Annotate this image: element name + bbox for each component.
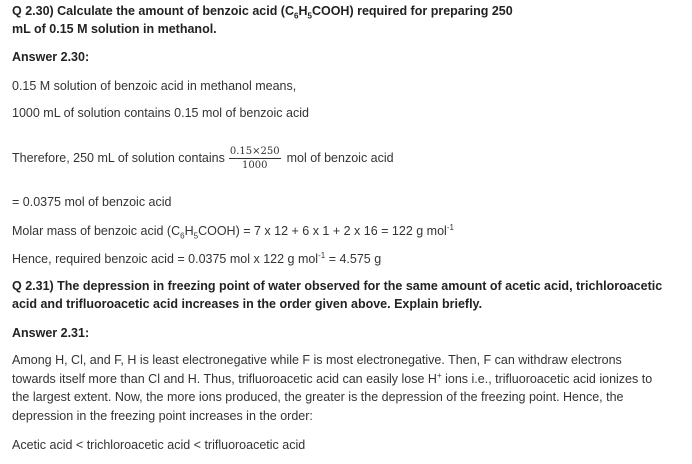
molar-mass-mid: H	[184, 224, 194, 238]
subscript: 5	[193, 231, 199, 241]
answer-2-31-order-line: Acetic acid < trichloroacetic acid < trifluoroacetic acid	[12, 438, 306, 452]
superscript: -1	[446, 222, 454, 232]
answer-2-30-heading: Answer 2.30:	[12, 50, 90, 64]
required-prefix: Hence, required benzoic acid = 0.0375 mol x 122 g mol	[12, 252, 319, 266]
answer-line-solution-means: 0.15 M solution of benzoic acid in methanol means,	[12, 79, 297, 93]
therefore-prefix: Therefore, 250 mL of solution contains	[12, 151, 225, 165]
superscript: -1	[318, 250, 326, 260]
molar-mass-prefix: Molar mass of benzoic acid (C	[12, 224, 181, 238]
question-2-30-text-a: Q 2.30) Calculate the amount of benzoic acid (C	[12, 4, 294, 18]
question-2-30-line-2: mL of 0.15 M solution in methanol.	[12, 22, 217, 36]
question-2-30-line-1	[12, 2, 513, 20]
paragraph-part-2: ions i.e., trifluoroacetic acid ionizes to the largest extent. Now, the more ions produced, the greater is the depression of the freezing point. Hence, the depression in the freezing point increases in the order:	[12, 371, 653, 423]
answer-line-result: = 0.0375 mol of benzoic acid	[12, 195, 172, 209]
subscript: 5	[307, 11, 312, 21]
fraction-denominator: 1000	[242, 160, 268, 172]
question-2-31-line-1: Q 2.31) The depression in freezing point of water observed for the same amount of acetic acid, trichloroacetic	[12, 279, 663, 293]
answer-2-31-heading: Answer 2.31:	[12, 326, 90, 340]
answer-line-required	[12, 250, 381, 268]
question-2-31-line-2: acid and trifluoroacetic acid increases in the order given above. Explain briefly.	[12, 297, 483, 311]
superscript: +	[436, 370, 442, 380]
answer-2-31-paragraph	[12, 351, 667, 425]
therefore-suffix: mol of benzoic acid	[286, 151, 394, 165]
molar-mass-tail: COOH) = 7 x 12 + 6 x 1 + 2 x 16 = 122 g mol	[198, 224, 447, 238]
question-2-30-text-b: H	[298, 4, 308, 18]
fraction	[229, 146, 281, 171]
paragraph-part-1: Among H, Cl, and F, H is least electronegative while F is most electronegative. Then, F can withdraw electrons towards itself more than Cl and H. Thus, trifluoroacetic acid can easily lose H	[12, 353, 622, 386]
required-tail: = 4.575 g	[325, 252, 382, 266]
question-2-30-text-c: COOH) required for preparing 250	[311, 4, 513, 18]
subscript: 6	[180, 231, 185, 241]
answer-line-molar-mass	[12, 222, 454, 240]
answer-line-therefore	[12, 145, 394, 171]
subscript: 6	[294, 11, 299, 21]
fraction-numerator: 0.15×250	[229, 146, 280, 158]
answer-line-1000ml: 1000 mL of solution contains 0.15 mol of benzoic acid	[12, 106, 309, 120]
